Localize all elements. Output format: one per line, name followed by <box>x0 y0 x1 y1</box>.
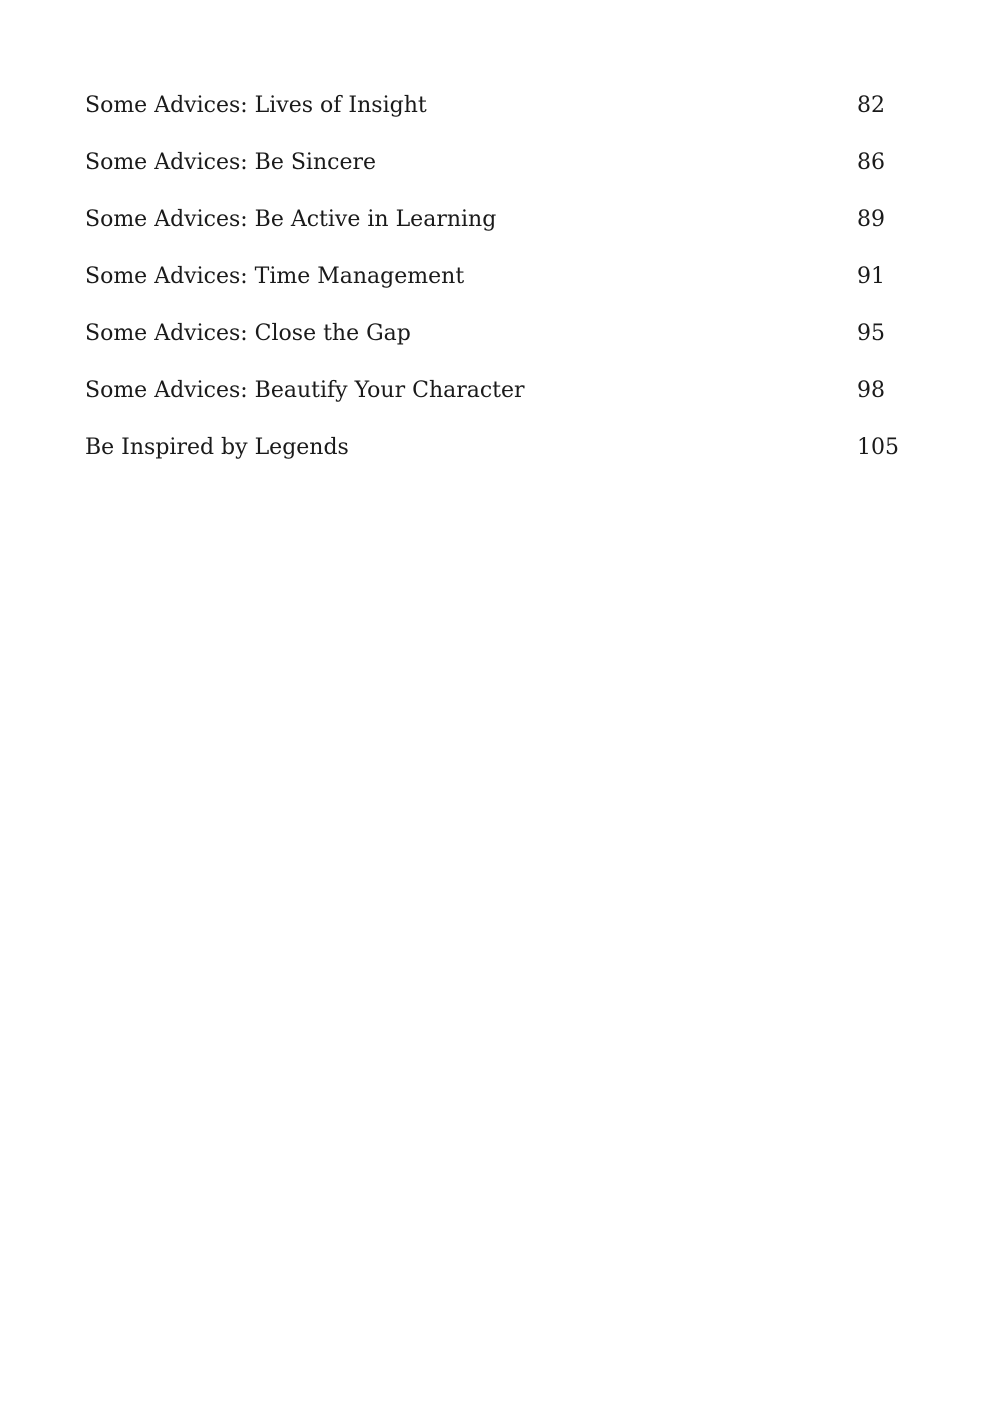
toc-entry-title: Be Inspired by Legends <box>85 435 349 460</box>
toc-entry <box>85 316 915 373</box>
toc-entry-page-number: 82 <box>857 93 885 118</box>
toc-entry-page-number: 86 <box>857 150 885 175</box>
toc-entry-title: Some Advices: Be Active in Learning <box>85 207 497 232</box>
toc-entry-title: Some Advices: Close the Gap <box>85 321 411 346</box>
toc-entry-page-number: 91 <box>857 264 885 289</box>
toc-entry-page-number: 98 <box>857 378 885 403</box>
toc-entry <box>85 430 915 487</box>
toc-entry-page-number: 105 <box>857 435 899 460</box>
toc-entry-title: Some Advices: Beautify Your Character <box>85 378 525 403</box>
toc-entry-title: Some Advices: Lives of Insight <box>85 93 427 118</box>
toc-entry-title: Some Advices: Time Management <box>85 264 465 289</box>
toc-entry-title: Some Advices: Be Sincere <box>85 150 376 175</box>
toc-entry-page-number: 89 <box>857 207 885 232</box>
toc-entry <box>85 373 915 430</box>
toc-entry <box>85 145 915 202</box>
table-of-contents <box>85 88 915 487</box>
toc-entry <box>85 259 915 316</box>
toc-entry <box>85 88 915 145</box>
toc-entry <box>85 202 915 259</box>
toc-entry-page-number: 95 <box>857 321 885 346</box>
